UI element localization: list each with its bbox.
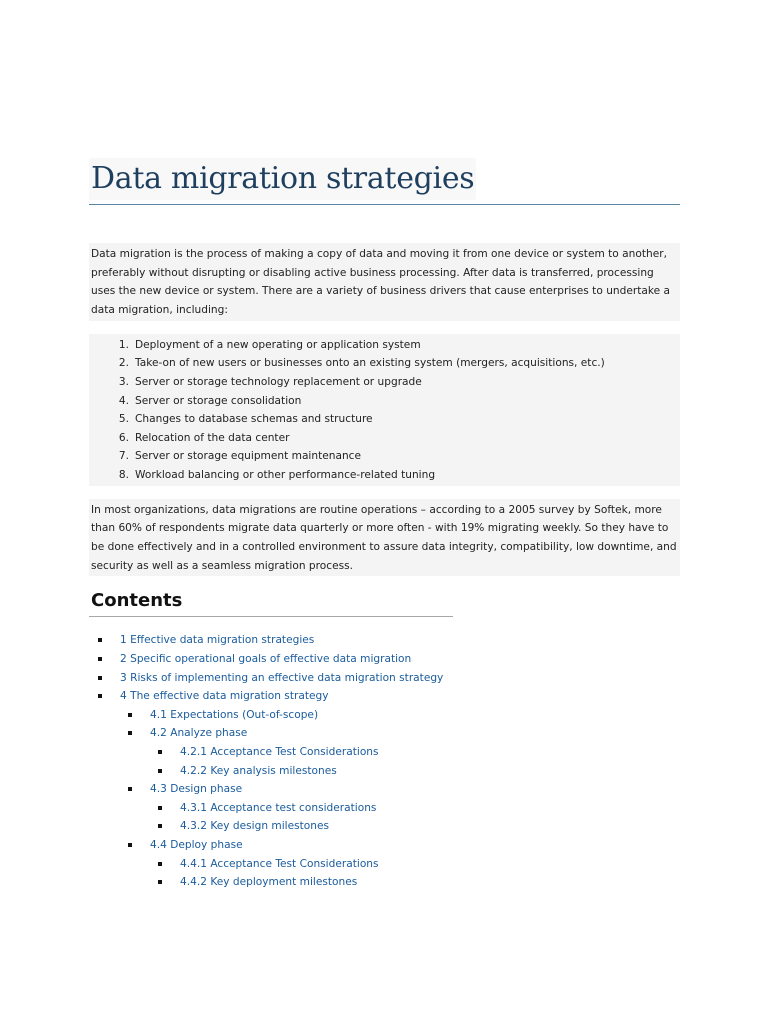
page-title: Data migration strategies: [89, 158, 476, 200]
contents-heading-text: Contents: [91, 590, 183, 612]
list-item-text: Server or storage technology replacement or upgrade: [135, 376, 422, 388]
toc-link[interactable]: 4.2.1 Acceptance Test Considerations: [180, 745, 379, 758]
square-bullet-icon: [128, 731, 132, 735]
square-bullet-icon: [128, 713, 132, 717]
drivers-list: [89, 334, 680, 486]
list-item-number: 2.: [118, 357, 129, 370]
toc-item: [89, 743, 680, 762]
toc-item: [89, 631, 680, 650]
square-bullet-icon: [98, 657, 102, 661]
toc-item: [89, 817, 680, 836]
list-item: [118, 392, 680, 411]
square-bullet-icon: [128, 787, 132, 791]
toc-item: [89, 799, 680, 818]
toc-item: [89, 724, 680, 743]
list-item-number: 1.: [118, 338, 129, 351]
list-item-text: Take-on of new users or businesses onto an existing system (mergers, acquisitions, etc.): [135, 357, 605, 370]
survey-paragraph: In most organizations, data migrations are routine operations – according to a 2005 survey by Softek, more than 60% of respondents migrate data quarterly or more often - with 19% migrating weekly. So they have to be done effectively and in a controlled environment to assure data integrity, compatibility, low downtime, and security as well as a seamless migration process.: [89, 499, 680, 577]
list-item: [118, 336, 680, 355]
square-bullet-icon: [158, 880, 162, 884]
square-bullet-icon: [158, 806, 162, 810]
square-bullet-icon: [128, 843, 132, 847]
toc-link[interactable]: 3 Risks of implementing an effective data migration strategy: [120, 671, 444, 684]
toc-link[interactable]: 2 Specific operational goals of effective data migration: [120, 652, 412, 665]
toc-link[interactable]: 4.3.2 Key design milestones: [180, 820, 330, 833]
toc-item: [89, 687, 680, 706]
list-item: [118, 466, 680, 485]
list-item-number: 4.: [118, 394, 129, 407]
toc-item: [89, 780, 680, 799]
list-item-number: 8.: [118, 468, 129, 481]
toc-item: [89, 873, 680, 892]
list-item: [118, 429, 680, 448]
document-page: [89, 158, 680, 892]
toc-link[interactable]: 4.4 Deploy phase: [150, 838, 243, 851]
list-item-number: 3.: [118, 376, 129, 388]
toc-link[interactable]: 4.1 Expectations (Out-of-scope): [150, 708, 319, 721]
contents-heading: [89, 588, 453, 617]
toc-link[interactable]: 4.2.2 Key analysis milestones: [180, 764, 337, 777]
list-item: [118, 354, 680, 373]
toc-item: [89, 855, 680, 874]
list-item-text: Deployment of a new operating or application system: [135, 338, 421, 351]
list-item: [118, 373, 680, 392]
square-bullet-icon: [158, 750, 162, 754]
square-bullet-icon: [158, 769, 162, 773]
toc-link[interactable]: 1 Effective data migration strategies: [120, 634, 315, 647]
list-item-number: 5.: [118, 413, 129, 426]
toc-item: [89, 650, 680, 669]
toc-link[interactable]: 4.3 Design phase: [150, 783, 243, 796]
list-item-text: Relocation of the data center: [135, 431, 290, 444]
intro-paragraph: Data migration is the process of making a copy of data and moving it from one device or system to another, preferably without disrupting or disabling active business processing. After data is transferred, processing uses the new device or system. There are a variety of business drivers that cause enterprises to undertake a data migration, including:: [89, 243, 680, 321]
title-underline: [89, 158, 680, 205]
toc-link[interactable]: 4 The effective data migration strategy: [120, 690, 329, 703]
list-item-text: Server or storage equipment maintenance: [135, 450, 362, 463]
square-bullet-icon: [158, 862, 162, 866]
list-item: [118, 410, 680, 429]
toc-link[interactable]: 4.2 Analyze phase: [150, 727, 248, 740]
toc-item: [89, 706, 680, 725]
toc-link[interactable]: 4.4.2 Key deployment milestones: [180, 876, 358, 889]
list-item-text: Server or storage consolidation: [135, 394, 302, 407]
toc-item: [89, 669, 680, 688]
list-item-number: 6.: [118, 431, 129, 444]
square-bullet-icon: [98, 694, 102, 698]
square-bullet-icon: [98, 676, 102, 680]
square-bullet-icon: [98, 638, 102, 642]
toc-link[interactable]: 4.4.1 Acceptance Test Considerations: [180, 857, 379, 870]
toc-link[interactable]: 4.3.1 Acceptance test considerations: [180, 801, 377, 814]
list-item-text: Changes to database schemas and structure: [135, 413, 373, 426]
list-item: [118, 447, 680, 466]
toc-item: [89, 762, 680, 781]
list-item-text: Workload balancing or other performance-related tuning: [135, 468, 436, 481]
toc-item: [89, 836, 680, 855]
square-bullet-icon: [158, 824, 162, 828]
list-item-number: 7.: [118, 450, 129, 463]
table-of-contents: [89, 631, 680, 891]
